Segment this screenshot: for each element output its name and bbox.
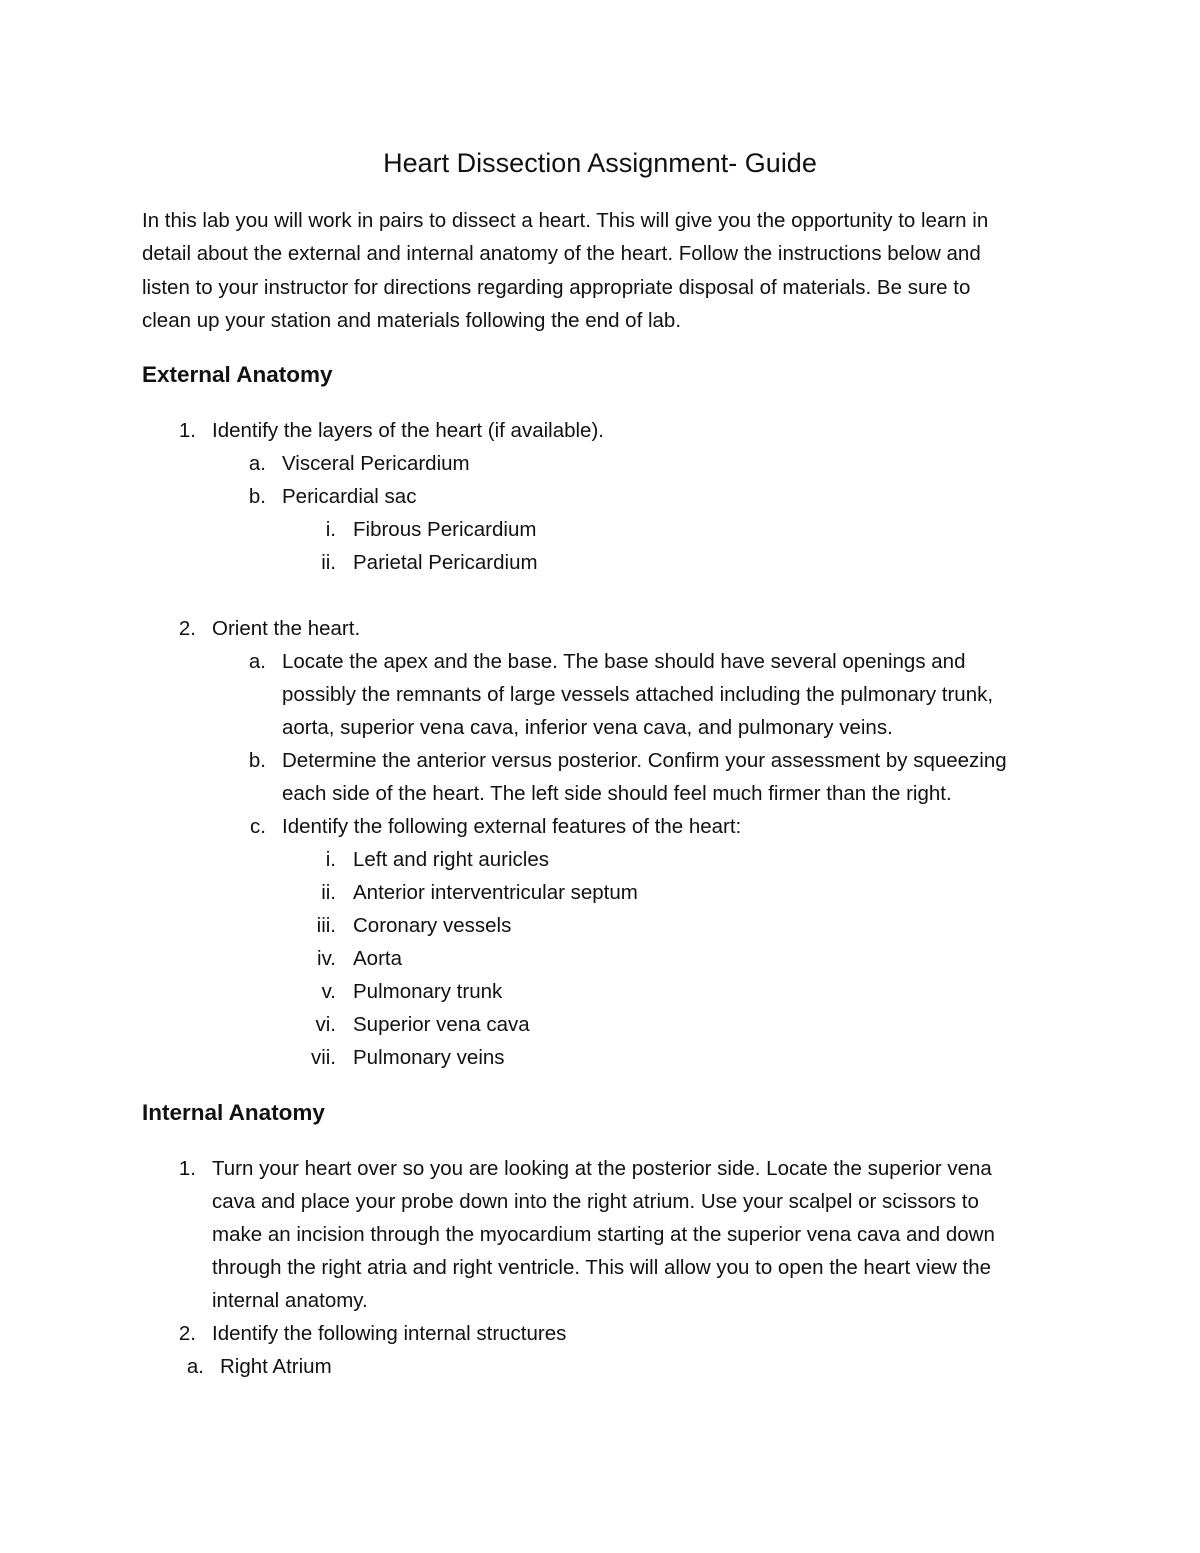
list-text-continuation: internal anatomy. — [212, 1289, 368, 1312]
section-heading-internal: Internal Anatomy — [142, 1100, 325, 1125]
list-marker: 1. — [178, 419, 196, 442]
list-marker: vi. — [315, 1013, 336, 1036]
list-text: Visceral Pericardium — [282, 452, 470, 475]
list-text: Pericardial sac — [282, 485, 417, 508]
list-marker: a. — [186, 1355, 204, 1378]
list-marker: 1. — [178, 1157, 196, 1180]
list-marker: vii. — [310, 1046, 336, 1069]
list-text: Determine the anterior versus posterior. Confirm your assessment by squeezing — [282, 749, 1007, 772]
list-text-continuation: through the right atria and right ventricle. This will allow you to open the heart view the — [212, 1256, 992, 1279]
list-text-continuation: possibly the remnants of large vessels attached including the pulmonary trunk, — [282, 683, 994, 706]
list-text: Orient the heart. — [212, 617, 361, 640]
intro-paragraph — [142, 204, 1082, 337]
list-marker: ii. — [321, 551, 336, 574]
list-text: Identify the following external features of the heart: — [282, 815, 742, 838]
list-text-continuation: make an incision through the myocardium starting at the superior vena cava and down — [212, 1223, 995, 1246]
list-text: Left and right auricles — [353, 848, 550, 871]
list-marker: i. — [325, 518, 336, 541]
list-text-continuation: each side of the heart. The left side should feel much firmer than the right. — [282, 782, 952, 805]
page-title: Heart Dissection Assignment- Guide — [383, 148, 817, 178]
section-heading-external: External Anatomy — [142, 362, 333, 387]
list-marker: 2. — [178, 617, 196, 640]
intro-line: listen to your instructor for directions regarding appropriate disposal of materials. Be sure to — [142, 275, 971, 299]
list-text: Parietal Pericardium — [353, 551, 538, 574]
list-marker: i. — [325, 848, 336, 871]
list-text: Identify the following internal structures — [212, 1322, 567, 1345]
list-marker: v. — [321, 980, 336, 1003]
list-text-continuation: aorta, superior vena cava, inferior vena cava, and pulmonary veins. — [282, 716, 893, 739]
list-text: Right Atrium — [220, 1355, 332, 1378]
list-text: Coronary vessels — [353, 914, 512, 937]
list-marker: 2. — [178, 1322, 196, 1345]
list-text: Pulmonary trunk — [353, 980, 503, 1003]
intro-line: clean up your station and materials following the end of lab. — [142, 308, 682, 332]
list-marker: a. — [248, 452, 266, 475]
list-marker: ii. — [321, 881, 336, 904]
list-text: Identify the layers of the heart (if available). — [212, 419, 604, 442]
list-text: Locate the apex and the base. The base should have several openings and — [282, 650, 966, 673]
list-marker: iii. — [316, 914, 336, 937]
list-marker: iv. — [317, 947, 336, 970]
list-marker: c. — [250, 815, 266, 838]
list-text-continuation: cava and place your probe down into the right atrium. Use your scalpel or scissors to — [212, 1190, 979, 1213]
intro-line: detail about the external and internal anatomy of the heart. Follow the instructions below and — [142, 242, 981, 266]
list-text: Fibrous Pericardium — [353, 518, 537, 541]
list-marker: a. — [248, 650, 266, 673]
list-marker: b. — [248, 485, 266, 508]
list-marker: b. — [248, 749, 266, 772]
list-text: Pulmonary veins — [353, 1046, 505, 1069]
list-text: Anterior interventricular septum — [353, 881, 638, 904]
list-text: Turn your heart over so you are looking at the posterior side. Locate the superior vena — [212, 1157, 992, 1180]
list-text: Superior vena cava — [353, 1013, 530, 1036]
list-text: Aorta — [353, 947, 402, 970]
intro-line: In this lab you will work in pairs to dissect a heart. This will give you the opportunity to learn in — [142, 209, 989, 232]
